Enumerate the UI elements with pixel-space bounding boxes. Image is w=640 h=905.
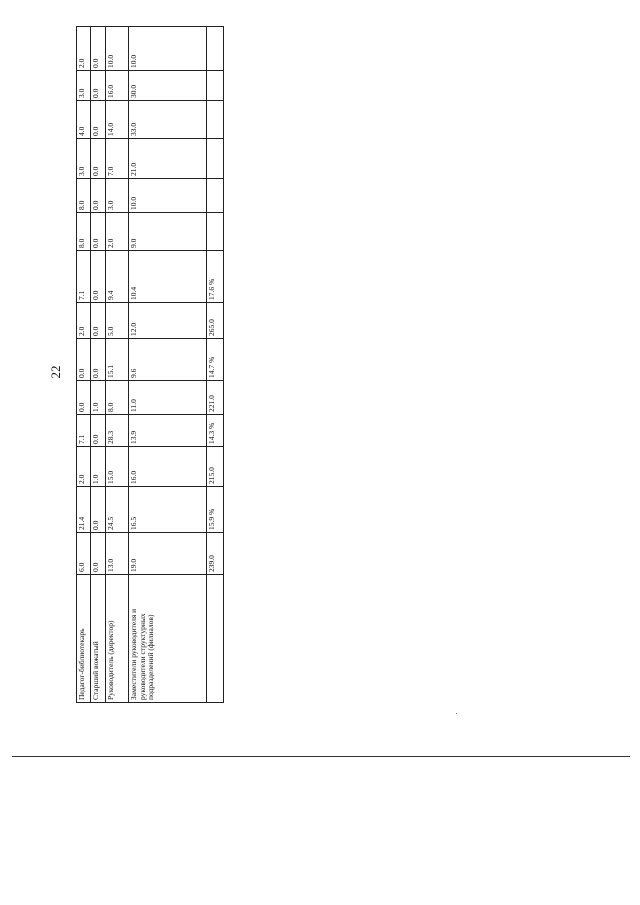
table-cell: 0.0 bbox=[91, 303, 105, 339]
table-cell bbox=[206, 27, 223, 71]
speck bbox=[456, 713, 457, 714]
table-cell: 10.0 bbox=[105, 27, 129, 71]
row-label: Педагог-библиотекарь bbox=[77, 575, 91, 703]
rotated-table-container bbox=[76, 47, 224, 703]
table-cell: 1.0 bbox=[91, 447, 105, 487]
table-cell: 2.0 bbox=[105, 213, 129, 251]
table-cell: 7.1 bbox=[77, 415, 91, 447]
table-cell: 8.0 bbox=[105, 381, 129, 415]
table-cell: 0.0 bbox=[91, 27, 105, 71]
table-cell: 15.9 % bbox=[206, 487, 223, 533]
table-cell: 9.6 bbox=[129, 339, 206, 381]
table-cell: 14.3 % bbox=[206, 415, 223, 447]
table-cell: 10.0 bbox=[129, 179, 206, 213]
row-label: Старший вожатый bbox=[91, 575, 105, 703]
table-cell: 6.0 bbox=[77, 533, 91, 575]
table-cell: 0.0 bbox=[77, 381, 91, 415]
table-cell: 2.0 bbox=[77, 447, 91, 487]
table-cell: 0.0 bbox=[91, 533, 105, 575]
table-cell: 12.0 bbox=[129, 303, 206, 339]
table-cell: 239.0 bbox=[206, 533, 223, 575]
table-cell: 28.3 bbox=[105, 415, 129, 447]
table-cell: 0.0 bbox=[91, 339, 105, 381]
table-cell: 8.0 bbox=[77, 179, 91, 213]
table-cell: 265.0 bbox=[206, 303, 223, 339]
table-cell: 7.1 bbox=[77, 251, 91, 303]
table-cell: 3.0 bbox=[77, 139, 91, 179]
table-cell: 2.0 bbox=[77, 303, 91, 339]
horizontal-rule bbox=[12, 756, 630, 757]
table-cell: 33.0 bbox=[129, 101, 206, 139]
row-label bbox=[206, 575, 223, 703]
table-cell: 0.0 bbox=[91, 139, 105, 179]
table-cell: 10.4 bbox=[129, 251, 206, 303]
table-cell bbox=[206, 213, 223, 251]
table-cell: 0.0 bbox=[91, 487, 105, 533]
table-cell: 16.5 bbox=[129, 487, 206, 533]
table-cell: 21.0 bbox=[129, 139, 206, 179]
table-cell: 17.6 % bbox=[206, 251, 223, 303]
table-cell: 221.0 bbox=[206, 381, 223, 415]
table-row bbox=[206, 27, 223, 703]
table-cell: 21.4 bbox=[77, 487, 91, 533]
table-cell: 8.0 bbox=[77, 213, 91, 251]
table-cell: 2.0 bbox=[77, 27, 91, 71]
table-cell: 0.0 bbox=[91, 415, 105, 447]
table-cell: 4.0 bbox=[77, 101, 91, 139]
table-cell: 215.0 bbox=[206, 447, 223, 487]
table-cell: 0.0 bbox=[91, 101, 105, 139]
page-number: 22 bbox=[48, 365, 63, 379]
table-cell: 5.0 bbox=[105, 303, 129, 339]
table-cell: 16.0 bbox=[105, 71, 129, 101]
table-cell: 10.0 bbox=[129, 27, 206, 71]
table-cell: 14.7 % bbox=[206, 339, 223, 381]
table-cell: 15.0 bbox=[105, 447, 129, 487]
table-cell: 30.0 bbox=[129, 71, 206, 101]
table-cell: 9.0 bbox=[129, 213, 206, 251]
table-cell: 3.0 bbox=[105, 179, 129, 213]
table-cell: 13.0 bbox=[105, 533, 129, 575]
table-cell: 7.0 bbox=[105, 139, 129, 179]
table-cell: 0.0 bbox=[91, 179, 105, 213]
table-cell: 15.1 bbox=[105, 339, 129, 381]
staff-table bbox=[76, 26, 224, 703]
table-cell: 0.0 bbox=[91, 71, 105, 101]
table-row bbox=[91, 27, 105, 703]
table-cell bbox=[206, 71, 223, 101]
table-cell: 3.0 bbox=[77, 71, 91, 101]
table-cell: 0.0 bbox=[91, 213, 105, 251]
table-cell: 0.0 bbox=[91, 251, 105, 303]
table-cell: 16.0 bbox=[129, 447, 206, 487]
row-label: Руководитель (директор) bbox=[105, 575, 129, 703]
row-label: Заместители руководителя и руководители структурных подразделений (филиалов) bbox=[129, 575, 206, 703]
table-cell: 13.9 bbox=[129, 415, 206, 447]
table-cell bbox=[206, 179, 223, 213]
table-cell: 1.0 bbox=[91, 381, 105, 415]
table-row bbox=[77, 27, 91, 703]
table-cell: 11.0 bbox=[129, 381, 206, 415]
table-cell: 24.5 bbox=[105, 487, 129, 533]
table-cell: 14.0 bbox=[105, 101, 129, 139]
table-cell bbox=[206, 139, 223, 179]
table-cell: 19.0 bbox=[129, 533, 206, 575]
table-cell bbox=[206, 101, 223, 139]
table-cell: 9.4 bbox=[105, 251, 129, 303]
table-row bbox=[105, 27, 129, 703]
table-row bbox=[129, 27, 206, 703]
table-cell: 0.0 bbox=[77, 339, 91, 381]
